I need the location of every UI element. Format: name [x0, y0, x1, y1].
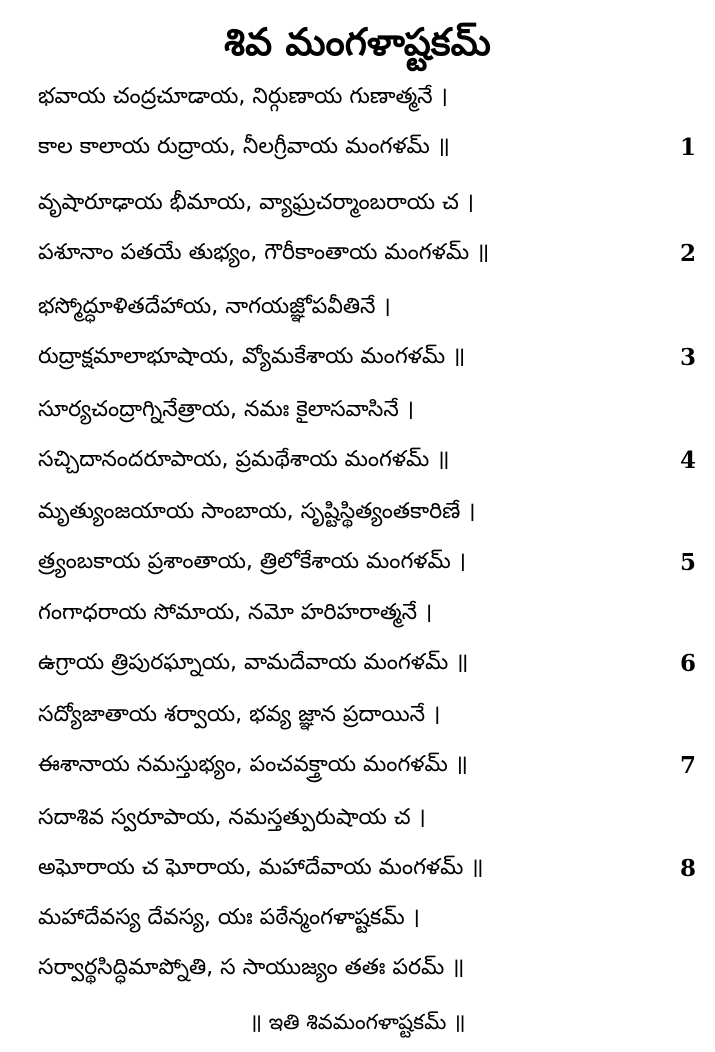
verse-line-1: మృత్యుంజయాయ సాంబాయ, సృష్టిస్థిత్యంతకారిణే । [38, 499, 476, 524]
page-title: శివ మంగళాష్టకమ్ [224, 20, 491, 64]
verse-phalashruti [38, 893, 698, 995]
verse-2 [38, 178, 698, 280]
verse-number: 8 [679, 855, 696, 882]
verse-3 [38, 282, 698, 384]
verse-4 [38, 385, 698, 487]
verse-line-2: సచ్చిదానందరూపాయ, ప్రమథేశాయ మంగళమ్ ॥ [38, 447, 450, 472]
verse-line-1: గంగాధరాయ సోమాయ, నమో హరిహరాత్మనే । [38, 600, 433, 625]
verse-8 [38, 793, 698, 895]
verse-number: 2 [679, 240, 696, 267]
verse-7 [38, 690, 698, 792]
verse-line-1: సదాశివ స్వరూపాయ, నమస్తత్పురుషాయ చ । [38, 805, 426, 830]
verse-line-2: పశూనాం పతయే తుభ్యం, గౌరీకాంతాయ మంగళమ్ ॥ [38, 240, 490, 265]
verse-number: 7 [679, 752, 696, 779]
verse-line-2: త్ర్యంబకాయ ప్రశాంతాయ, త్రిలోకేశాయ మంగళమ్ । [38, 549, 467, 574]
verse-line-2: కాల కాలాయ రుద్రాయ, నీలగ్రీవాయ మంగళమ్ ॥ [38, 134, 450, 159]
verse-number: 6 [679, 650, 696, 677]
verse-number: 4 [679, 447, 696, 474]
verse-line-1: సద్యోజాతాయ శర్వాయ, భవ్య జ్ఞాన ప్రదాయినే । [38, 702, 441, 727]
verse-line-1: మహాదేవస్య దేవస్య, యః పఠేన్మంగళాష్టకమ్ । [38, 905, 421, 930]
verse-number: 5 [679, 549, 696, 576]
verse-line-2: ఈశానాయ నమస్తుభ్యం, పంచవక్త్రాయ మంగళమ్ ॥ [38, 752, 468, 777]
verse-6 [38, 588, 698, 690]
verse-1 [38, 72, 698, 174]
verse-line-2: రుద్రాక్షమాలాభూషాయ, వ్యోమకేశాయ మంగళమ్ ॥ [38, 344, 466, 369]
verse-number: 3 [679, 344, 696, 371]
verse-line-2: అఘోరాయ చ ఘోరాయ, మహాదేవాయ మంగళమ్ ॥ [38, 855, 484, 880]
verse-line-1: భస్మోద్ధూళితదేహాయ, నాగయజ్ఞోపవీతినే । [38, 294, 391, 319]
verse-line-1: భవాయ చంద్రచూడాయ, నిర్గుణాయ గుణాత్మనే । [38, 84, 448, 109]
verse-line-2: ఉగ్రాయ త్రిపురఘ్నాయ, వామదేవాయ మంగళమ్ ॥ [38, 650, 469, 675]
verse-number: 1 [679, 134, 696, 161]
verse-line-1: సూర్యచంద్రాగ్నినేత్రాయ, నమః కైలాసవాసినే । [38, 397, 415, 422]
verse-line-2: సర్వార్థసిద్ధిమాప్నోతి, స సాయుజ్యం తతః పరమ్ ॥ [38, 955, 465, 980]
verse-line-1: వృషారూఢాయ భీమాయ, వ్యాఘ్రచర్మాంబరాయ చ । [38, 190, 475, 215]
verse-5 [38, 487, 698, 589]
colophon: ॥ ఇతి శివమంగళాష్టకమ్ ॥ [249, 1010, 466, 1034]
